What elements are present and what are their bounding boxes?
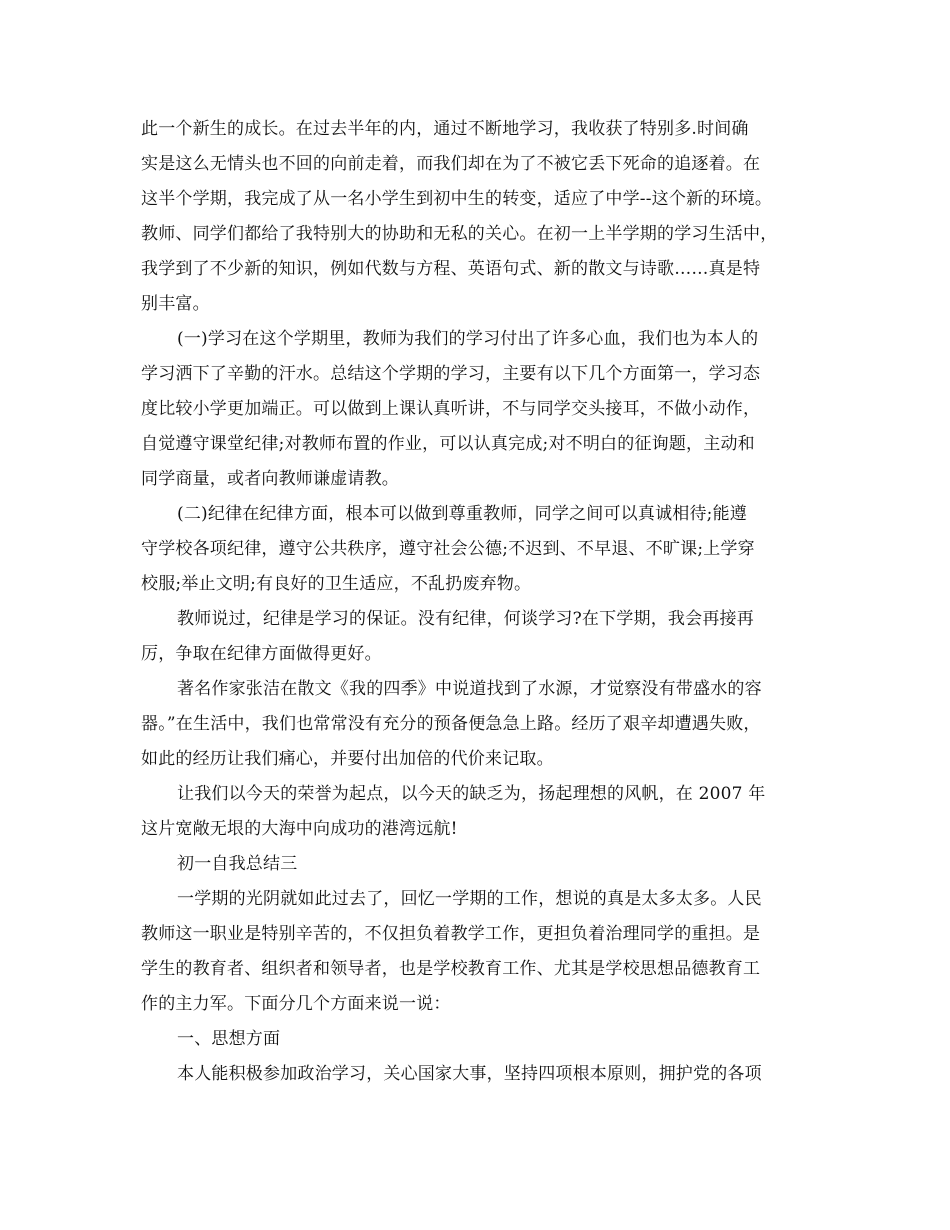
section-heading: 初一自我总结三 (177, 854, 298, 874)
text-line: 实是这么无情头也不回的向前走着，而我们却在为了不被它丢下死命的追逐着。在 (141, 154, 761, 174)
text-line: 教师、同学们都给了我特别大的协助和无私的关心。在初一上半学期的学习生活中， (141, 224, 778, 244)
paragraph-start-line: 让我们以今天的荣誉为起点，以今天的缺乏为，扬起理想的风帆，在 2007 年 (177, 784, 766, 804)
text-line: 作的主力军。下面分几个方面来说一说： (141, 994, 451, 1014)
text-line: 这片宽敞无垠的大海中向成功的港湾远航! (141, 819, 458, 839)
text-line: 这半个学期，我完成了从一名小学生到初中生的转变，适应了中学--这个新的环境。 (141, 189, 773, 209)
text-line: 教师这一职业是特别辛苦的，不仅担负着教学工作，更担负着治理同学的重担。是 (141, 924, 761, 944)
paragraph-start-line: 著名作家张洁在散文《我的四季》中说道找到了水源，才觉察没有带盛水的容 (177, 679, 762, 699)
text-line: 厉，争取在纪律方面做得更好。 (141, 644, 382, 664)
paragraph-start-line: 教师说过，纪律是学习的保证。没有纪律，何谈学习?在下学期，我会再接再 (177, 609, 754, 629)
text-line: 如此的经历让我们痛心，并要付出加倍的代价来记取。 (141, 749, 554, 769)
paragraph-start-line: (二)纪律在纪律方面，根本可以做到尊重教师，同学之间可以真诚相待;能遵 (177, 504, 747, 524)
paragraph-start-line: 一学期的光阴就如此过去了，回忆一学期的工作，想说的真是太多太多。人民 (177, 889, 762, 909)
text-line: 学生的教育者、组织者和领导者，也是学校教育工作、尤其是学校思想品德教育工 (141, 959, 761, 979)
text-line: 我学到了不少新的知识，例如代数与方程、英语句式、新的散文与诗歌……真是特 (141, 259, 761, 279)
text-line: 此一个新生的成长。在过去半年的内，通过不断地学习，我收获了特别多.时间确 (141, 119, 749, 139)
text-line: 同学商量，或者向教师谦虚请教。 (141, 469, 399, 489)
text-line: 器。”在生活中，我们也常常没有充分的预备便急急上路。经历了艰辛却遭遇失败， (141, 714, 761, 734)
text-line: 守学校各项纪律，遵守公共秩序，遵守社会公德;不迟到、不早退、不旷课;上学穿 (141, 539, 755, 559)
text-line: 别丰富。 (141, 294, 210, 314)
text-line: 学习洒下了辛勤的汗水。总结这个学期的学习，主要有以下几个方面第一，学习态 (141, 364, 761, 384)
subsection-heading: 一、思想方面 (177, 1029, 281, 1049)
text-line: 度比较小学更加端正。可以做到上课认真听讲，不与同学交头接耳，不做小动作， (141, 399, 761, 419)
text-line: 校服;举止文明;有良好的卫生适应，不乱扔废弃物。 (141, 574, 532, 594)
paragraph-start-line: 本人能积极参加政治学习，关心国家大事，坚持四项根本原则，拥护党的各项 (177, 1064, 762, 1084)
document-body (141, 112, 821, 1092)
paragraph-start-line: (一)学习在这个学期里，教师为我们的学习付出了许多心血，我们也为本人的 (177, 329, 759, 349)
text-line: 自觉遵守课堂纪律;对教师布置的作业，可以认真完成;对不明白的征询题，主动和 (141, 434, 755, 454)
